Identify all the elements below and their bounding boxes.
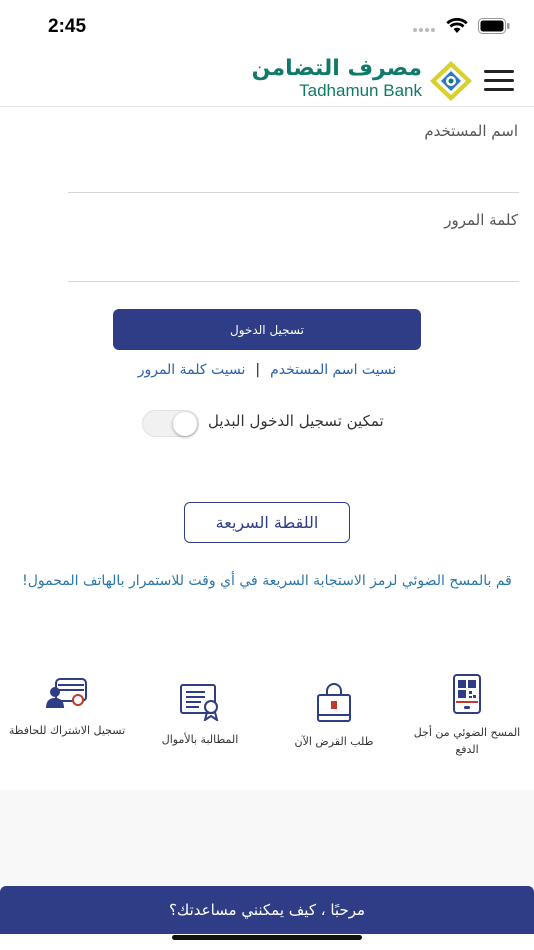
username-input[interactable] (68, 163, 519, 193)
toggle-knob (173, 412, 197, 436)
wallet-user-icon (7, 676, 127, 716)
service-label: طلب القرض الآن (294, 735, 374, 748)
forgot-username-link[interactable]: نسيت اسم المستخدم (270, 362, 397, 378)
logo-arabic-text: مصرف التضامن (251, 56, 422, 81)
alt-login-label: تمكين تسجيل الدخول البديل (208, 412, 384, 430)
service-scan-to-pay[interactable] (407, 674, 527, 758)
app-header (0, 56, 534, 107)
qr-instruction-text: قم بالمسح الضوئي لرمز الاستجابة السريعة في أي وقت للاستمرار بالهاتف المحمول! (22, 573, 512, 589)
forgot-links-row (0, 362, 534, 378)
chat-assistant-bar[interactable]: مرحبًا ، كيف يمكنني مساعدتك؟ (0, 886, 534, 934)
service-label: المسح الضوئي من أجل الدفع (413, 726, 521, 756)
username-label: اسم المستخدم (424, 122, 518, 140)
certificate-icon (140, 683, 260, 725)
status-icons (412, 18, 510, 38)
bank-logo-icon (428, 60, 474, 102)
password-label: كلمة المرور (444, 211, 518, 229)
service-loan-request[interactable] (274, 683, 394, 750)
alt-login-toggle[interactable] (142, 410, 199, 437)
hamburger-menu-icon[interactable] (484, 68, 516, 94)
service-wallet-registration[interactable] (7, 676, 127, 739)
service-claim-funds[interactable] (140, 683, 260, 748)
password-input[interactable] (68, 252, 519, 282)
shopping-bag-icon (274, 683, 394, 727)
home-indicator[interactable] (172, 935, 362, 940)
login-button[interactable]: تسجيل الدخول (113, 309, 421, 350)
quick-snap-button[interactable]: اللقطة السريعة (184, 502, 350, 543)
signal-dots-icon (412, 19, 436, 38)
battery-icon (478, 18, 510, 38)
status-time: 2:45 (48, 16, 87, 37)
link-separator: | (255, 362, 261, 378)
status-bar (0, 0, 534, 56)
service-label: المطالبة بالأموال (161, 733, 239, 746)
service-label: تسجيل الاشتراك للحافظة (8, 724, 126, 737)
qr-scan-icon (407, 674, 527, 718)
gray-spacer (0, 790, 534, 886)
forgot-password-link[interactable]: نسيت كلمة المرور (137, 362, 246, 378)
logo-english-text: Tadhamun Bank (299, 81, 422, 100)
wifi-icon (446, 18, 468, 38)
